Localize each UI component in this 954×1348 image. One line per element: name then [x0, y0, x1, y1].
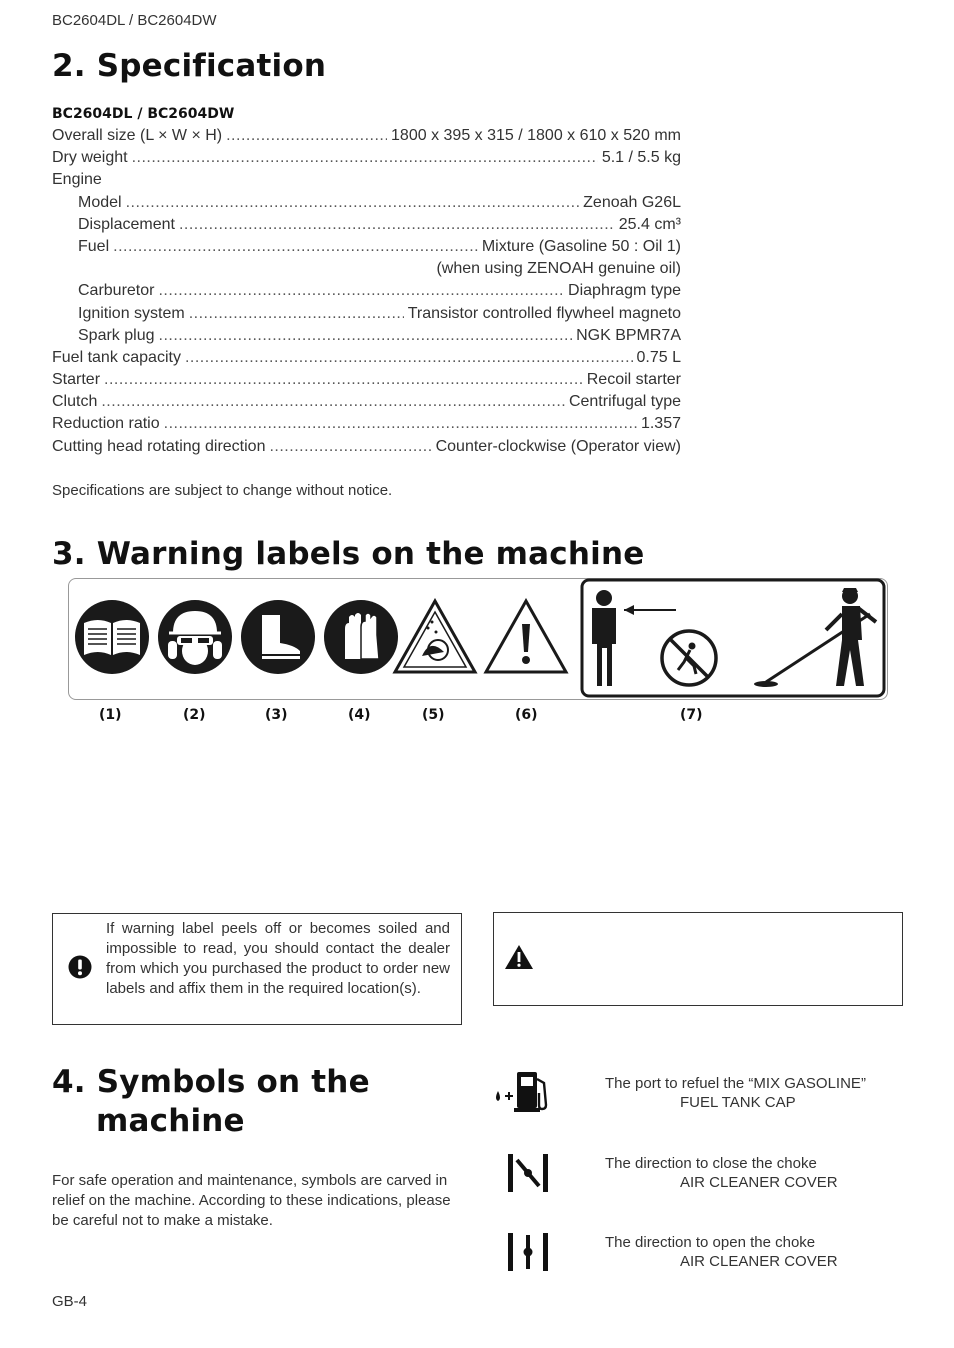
helmet-goggles-earmuffs-icon [157, 599, 233, 675]
symbol-choke-open-description: The direction to open the choke [605, 1234, 816, 1251]
section-title-symbols-line2: machine [96, 1103, 245, 1139]
general-warning-icon [483, 598, 569, 676]
label-number: (3) [265, 707, 288, 723]
spec-row-continuation: (when using ZENOAH genuine oil) [436, 260, 681, 278]
spec-row: Carburetor ..... Diaphragm type [52, 280, 681, 302]
flying-debris-warning-icon [392, 598, 478, 676]
section-title-symbols: 4. Symbols on the [52, 1064, 370, 1100]
choke-open-icon [506, 1231, 550, 1273]
spec-row: Reduction ratio ..... 1.357 [52, 413, 681, 435]
section-title-specification: 2. Specification [52, 48, 327, 84]
running-header: BC2604DL / BC2604DW [52, 12, 217, 29]
spec-row: Cutting head rotating direction ..... Counter-clockwise (Operator view) [52, 436, 681, 458]
label-number: (4) [348, 707, 371, 723]
symbols-description: For safe operation and maintenance, symbols are carved in relief on the machine. According to these indications, please be careful not to make a mistake. [52, 1172, 451, 1229]
keep-distance-icon [580, 578, 886, 698]
fuel-pump-icon [492, 1069, 554, 1115]
label-number: (6) [515, 707, 538, 723]
spec-row: Dry weight ..... 5.1 / 5.5 kg [52, 147, 681, 169]
model-heading: BC2604DL / BC2604DW [52, 106, 235, 122]
section-title-warning-labels: 3. Warning labels on the machine [52, 536, 645, 572]
spec-row: Fuel ..... Mixture (Gasoline 50 : Oil 1) [52, 236, 681, 258]
spec-row: Displacement ..... 25.4 cm³ [52, 214, 681, 236]
spec-table [52, 125, 681, 458]
page-number: GB-4 [52, 1293, 88, 1310]
spec-row: Overall size (L × W × H) ..... 1800 x 395 x 315 / 1800 x 610 x 520 mm [52, 125, 681, 147]
notice-text: If warning label peels off or becomes soiled and impossible to read, you should contact the dealer from which you purchased the product to order new labels and affix them in the required location(s). [106, 920, 450, 997]
symbol-choke-open-part: AIR CLEANER COVER [680, 1253, 838, 1270]
important-notice-icon [68, 955, 92, 979]
spec-row: Model ..... Zenoah G26L [52, 192, 681, 214]
warning-triangle-icon [504, 944, 534, 970]
spec-note: Specifications are subject to change without notice. [52, 482, 393, 499]
gloves-icon [323, 599, 399, 675]
safety-boots-icon [240, 599, 316, 675]
spec-row: Clutch ..... Centrifugal type [52, 391, 681, 413]
symbol-choke-close-part: AIR CLEANER COVER [680, 1174, 838, 1191]
symbol-fuel-description: The port to refuel the “MIX GASOLINE” [605, 1075, 866, 1092]
spec-row: Ignition system ..... Transistor controlled flywheel magneto [52, 303, 681, 325]
label-number: (7) [680, 707, 703, 723]
warning-box [493, 912, 903, 1006]
read-manual-icon [74, 599, 150, 675]
spec-row: Spark plug ..... NGK BPMR7A [52, 325, 681, 347]
symbol-fuel-part: FUEL TANK CAP [680, 1094, 796, 1111]
choke-close-icon [506, 1152, 550, 1194]
label-number: (2) [183, 707, 206, 723]
symbol-choke-close-description: The direction to close the choke [605, 1155, 817, 1172]
label-number: (1) [99, 707, 122, 723]
label-number: (5) [422, 707, 445, 723]
spec-row: Starter ..... Recoil starter [52, 369, 681, 391]
spec-row: Fuel tank capacity ..... 0.75 L [52, 347, 681, 369]
spec-row-heading: Engine [52, 171, 102, 189]
